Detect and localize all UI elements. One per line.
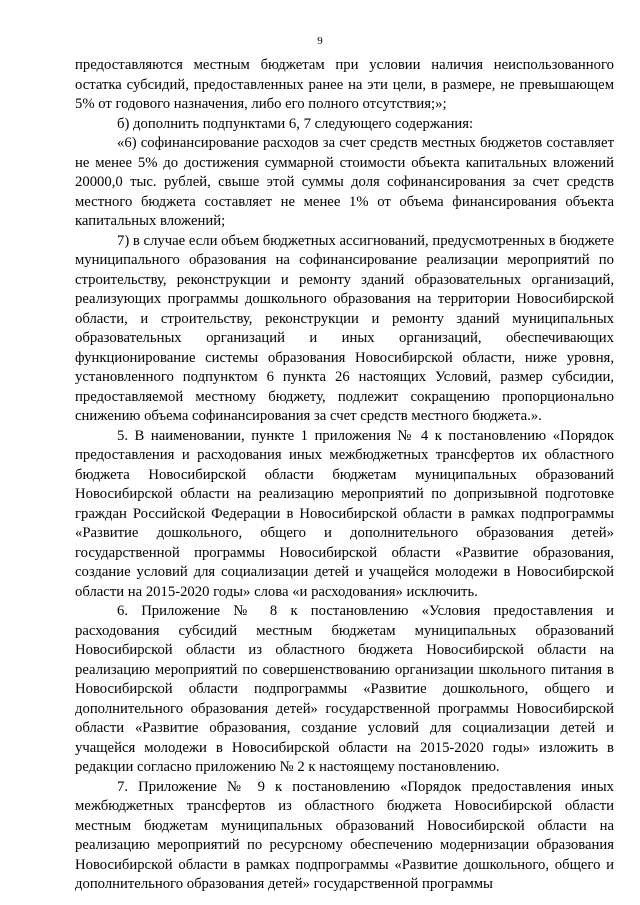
paragraph-continuation: предоставляются местным бюджетам при условии наличия неиспользованного остатка субсидий, предоставленных ранее на эти цели, в размере, не превышающем 5% от годового назначения, либо его полного отсутствия;»; [75, 57, 614, 112]
paragraph-item-5: 5. В наименовании, пункте 1 приложения № 4 к постановлению «Порядок предоставления и расходования иных межбюджетных трансфертов их областного бюджета Новосибирской области бюджетам муниципальных образований Новосибирской области на реализацию мероприятий по допризывной подготовке граждан Российской Федерации в Новосибирской области в рамках подпрограммы «Развитие дошкольного, общего и дополнительного образования детей» государственной программы Новосибирской области «Развитие образования, создание условий для социализации детей и учащейся молодежи в Новосибирской области на 2015-2020 годы» слова «и расходования» исключить. [75, 427, 614, 600]
paragraph-subitem-6: «6) софинансирование расходов за счет средств местных бюджетов составляет не менее 5% до достижения суммарной стоимости объекта капитальных вложений 20000,0 тыс. рублей, свыше этой суммы доля софинансирования за счет средств местного бюджета составляет не менее 1% от объема финансирования объекта капитальных вложений; [75, 135, 614, 229]
page-number: 9 [317, 35, 323, 47]
document-body [75, 56, 614, 895]
paragraph-subitem-b: б) дополнить подпунктами 6, 7 следующего содержания: [117, 115, 474, 132]
paragraph-item-7: 7. Приложение № 9 к постановлению «Порядок предоставления иных межбюджетных трансфертов из областного бюджета Новосибирской области местным бюджетам муниципальных образований Новосибирской области на реализацию мероприятий по ресурсному обеспечению модернизации образования Новосибирской области в рамках подпрограммы «Развитие дошкольного, общего и дополнительного образования детей» государственной программы [75, 778, 614, 892]
paragraph-subitem-7: 7) в случае если объем бюджетных ассигнований, предусмотренных в бюджете муниципального образования на софинансирование реализации мероприятий по строительству, реконструкции и ремонту зданий образовательных организаций, реализующих программы дошкольного образования на территории Новосибирской области, и строительству, реконструкции и ремонту зданий муниципальных образовательных организаций и иных организаций, обеспечивающих функционирование системы образования Новосибирской области, ниже уровня, установленного подпунктом 6 пункта 26 настоящих Условий, размер субсидии, предоставляемой местному бюджету, подлежит сокращению пропорционально снижению объема софинансирования за счет средств местного бюджета.». [75, 232, 614, 424]
paragraph-item-6: 6. Приложение № 8 к постановлению «Условия предоставления и расходования субсидий местным бюджетам муниципальных образований Новосибирской области из областного бюджета Новосибирской области на реализацию мероприятий по совершенствованию организации школьного питания в Новосибирской области подпрограммы «Развитие дошкольного, общего и дополнительного образования детей» государственной программы Новосибирской области «Развитие образования, создание условий для социализации детей и учащейся молодежи в Новосибирской области на 2015-2020 годы» изложить в редакции согласно приложению № 2 к настоящему постановлению. [75, 603, 614, 775]
